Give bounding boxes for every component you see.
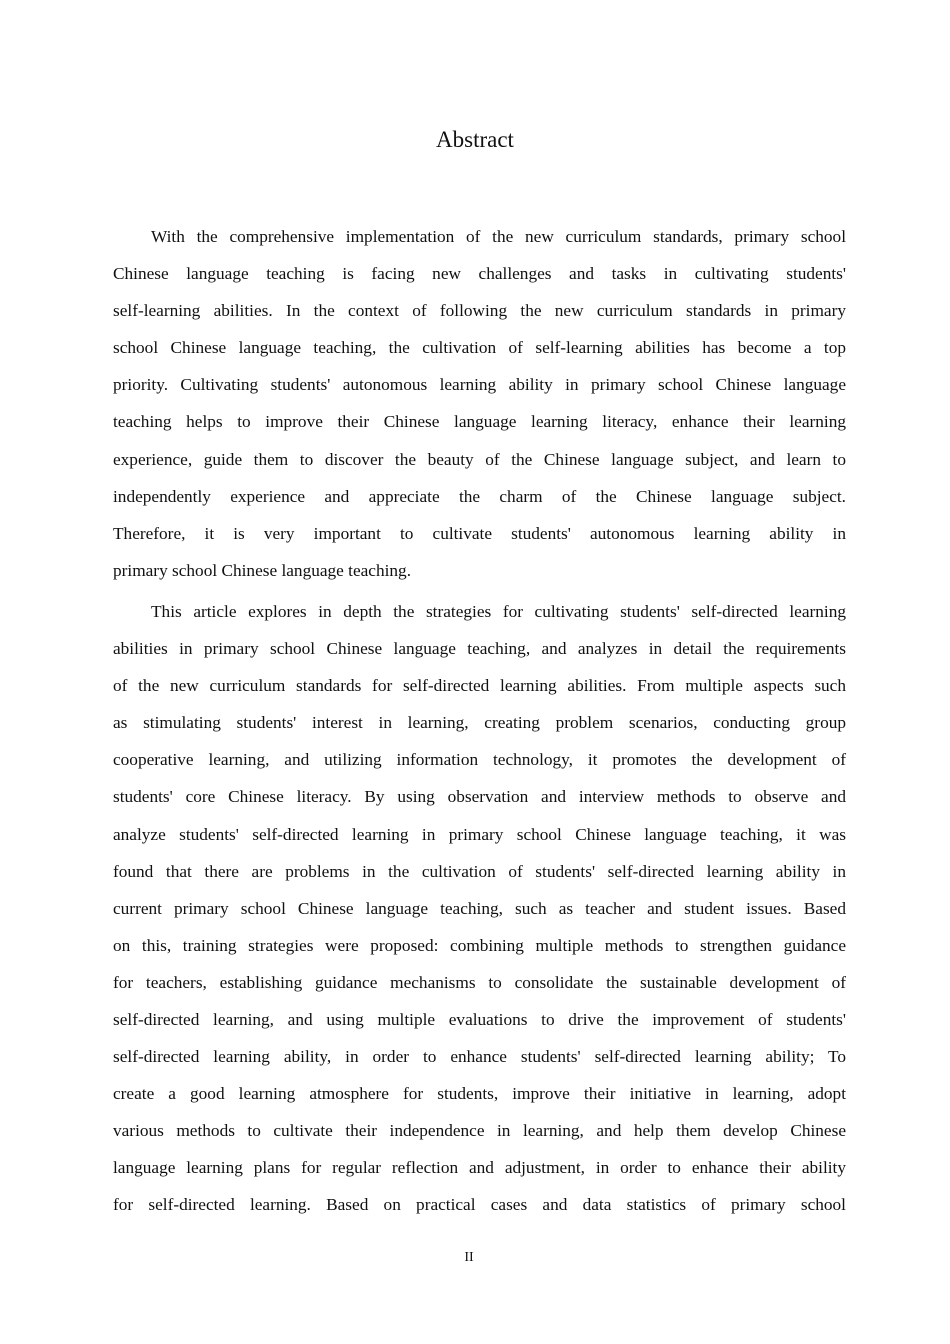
text-line: on this, training strategies were proposed: combining multiple methods to strengthen guidance bbox=[113, 935, 846, 955]
text-line: Therefore, it is very important to cultivate students' autonomous learning ability in bbox=[113, 523, 846, 543]
paragraph-1 bbox=[113, 218, 846, 589]
text-line: current primary school Chinese language teaching, such as teacher and student issues. Based bbox=[113, 898, 846, 918]
text-line: create a good learning atmosphere for students, improve their initiative in learning, adopt bbox=[113, 1084, 846, 1104]
text-line: analyze students' self-directed learning in primary school Chinese language teaching, it was bbox=[113, 824, 846, 844]
text-line: found that there are problems in the cultivation of students' self-directed learning ability in bbox=[113, 861, 846, 881]
text-line: This article explores in depth the strategies for cultivating students' self-directed learning bbox=[151, 601, 846, 621]
text-line: of the new curriculum standards for self-directed learning abilities. From multiple aspects such bbox=[113, 676, 846, 696]
text-line: independently experience and appreciate the charm of the Chinese language subject. bbox=[113, 486, 846, 506]
text-line: various methods to cultivate their independence in learning, and help them develop Chinese bbox=[113, 1121, 846, 1141]
text-line: self-learning abilities. In the context of following the new curriculum standards in primary bbox=[113, 301, 846, 321]
paragraph-2 bbox=[113, 593, 846, 1224]
text-line: Chinese language teaching is facing new challenges and tasks in cultivating students' bbox=[113, 264, 846, 284]
text-line: for self-directed learning. Based on practical cases and data statistics of primary school bbox=[113, 1195, 846, 1215]
page-number: II bbox=[464, 1250, 474, 1265]
text-line: as stimulating students' interest in learning, creating problem scenarios, conducting group bbox=[113, 713, 846, 733]
text-line: experience, guide them to discover the beauty of the Chinese language subject, and learn to bbox=[113, 449, 846, 469]
text-line: cooperative learning, and utilizing information technology, it promotes the development of bbox=[113, 750, 846, 770]
text-line: With the comprehensive implementation of the new curriculum standards, primary school bbox=[151, 227, 846, 246]
text-line: self-directed learning ability, in order to enhance students' self-directed learning ability; To bbox=[113, 1047, 846, 1067]
text-line: language learning plans for regular reflection and adjustment, in order to enhance their ability bbox=[113, 1158, 846, 1178]
text-line: school Chinese language teaching, the cultivation of self-learning abilities has become a top bbox=[113, 338, 846, 358]
text-line: primary school Chinese language teaching. bbox=[113, 560, 412, 580]
text-line: abilities in primary school Chinese language teaching, and analyzes in detail the requirements bbox=[113, 639, 846, 659]
text-line: students' core Chinese literacy. By using observation and interview methods to observe and bbox=[113, 787, 846, 807]
text-line: for teachers, establishing guidance mechanisms to consolidate the sustainable development of bbox=[113, 972, 846, 992]
abstract-title: Abstract bbox=[436, 127, 514, 152]
text-line: self-directed learning, and using multiple evaluations to drive the improvement of students' bbox=[113, 1009, 846, 1029]
text-line: teaching helps to improve their Chinese language learning literacy, enhance their learning bbox=[113, 412, 846, 432]
text-line: priority. Cultivating students' autonomous learning ability in primary school Chinese language bbox=[113, 375, 846, 395]
abstract-body bbox=[113, 218, 846, 1224]
